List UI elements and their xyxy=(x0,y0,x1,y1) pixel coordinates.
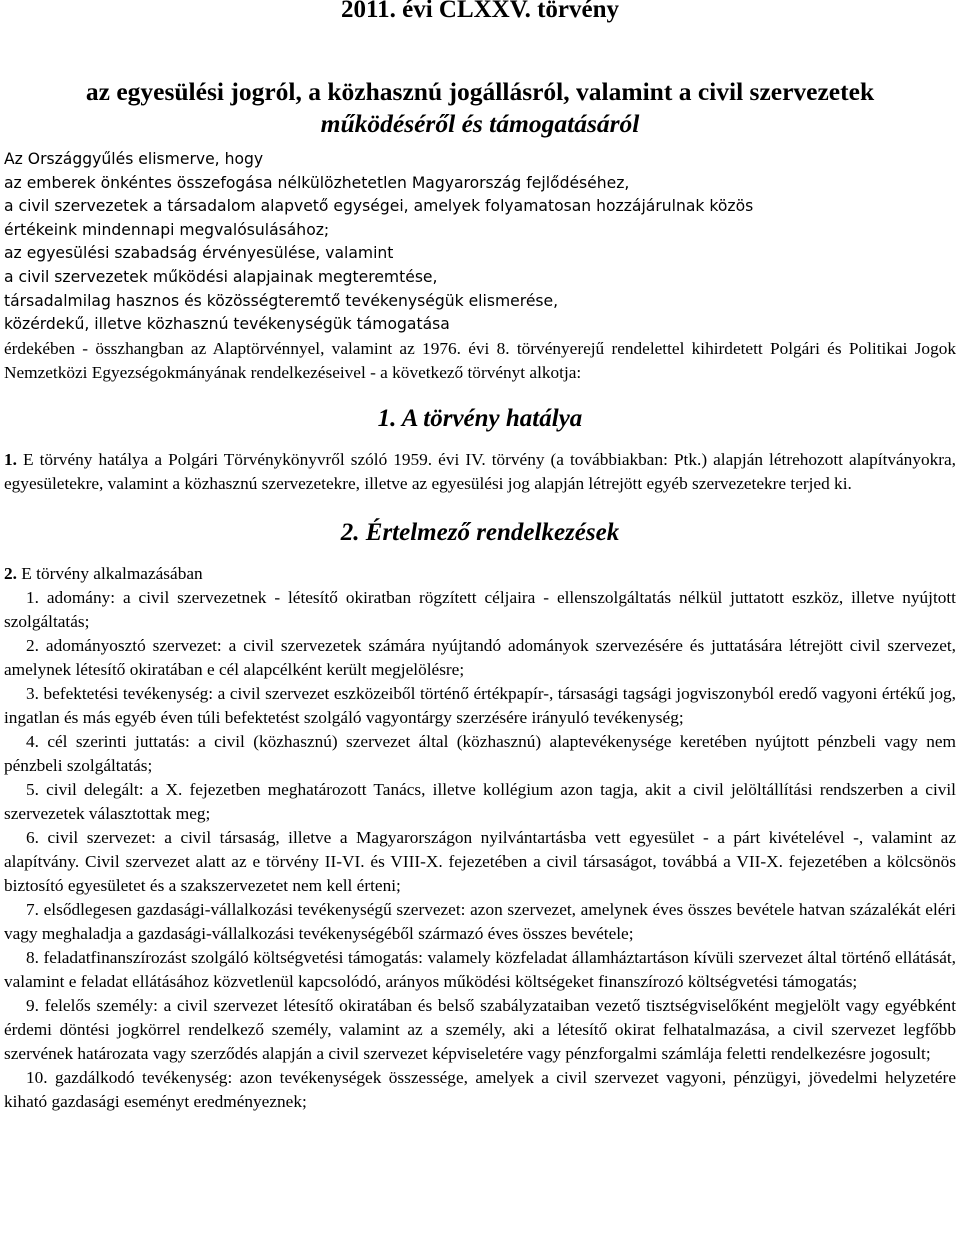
paragraph xyxy=(4,562,956,586)
paragraph xyxy=(4,448,956,496)
list-item: 7. elsődlegesen gazdasági-vállalkozási tevékenységű szervezet: azon szervezet, amelynek éves összes bevétele hatvan százalékát eléri vagy meghaladja a gazdasági-vállalkozási tevékenységéből származó éves összes bevétele; xyxy=(4,899,956,943)
preamble-list xyxy=(4,148,956,337)
list-item: 1. adomány: a civil szervezetnek - létesítő okiratban rögzített céljaira - ellenszolgáltatás nélkül juttatott eszköz, illetve nyújtott szolgáltatás; xyxy=(4,587,956,631)
preamble-closing: érdekében - összhangban az Alaptörvénnyel, valamint az 1976. évi 8. törvényerejű rendelettel kihirdetett Polgári és Politikai Jogok Nemzetközi Egyezségokmányának rendelkezéseivel - a következő törvényt alkotja: xyxy=(4,338,956,382)
law-title: 2011. évi CLXXV. törvény xyxy=(340,0,619,23)
section-heading: 1. A törvény hatálya xyxy=(377,404,583,432)
list-item: 8. feladatfinanszírozást szolgáló költségvetési támogatás: valamely közfeladat államháztartáson kívüli szervezet által történő ellátását, valamint e feladat ellátásához közvetlenül kapcsolódó, arányos működési költségeket finanszírozó költségvetési támogatás; xyxy=(4,947,956,991)
list-item: 10. gazdálkodó tevékenység: azon tevékenységek összessége, amelyek a civil szervezet vagyoni, pénzügyi, jövedelmi helyzetére kiható gazdasági eseményt eredményeznek; xyxy=(4,1067,956,1111)
preamble-line: Az Országgyűlés elismerve, hogy xyxy=(4,150,264,168)
paragraph-number: 2. xyxy=(4,563,17,583)
preamble-line: közérdekű, illetve közhasznú tevékenységük támogatása xyxy=(4,315,450,334)
law-subtitle xyxy=(4,76,956,140)
list-item: 9. felelős személy: a civil szervezet létesítő okiratában és belső szabályzataiban vezető tisztségviselőként megjelölt vagy egyébként érdemi döntési jogkörrel rendelkező személy, valamint az a személy, aki a létesítő okirat felhatalmazása, a civil szervezet legfőbb szervének határozata vagy szerződés alapján a civil szervezet képviseletére vagy pénzforgalmi számlája feletti rendelkezésre jogosult; xyxy=(4,995,956,1063)
subtitle-line: működéséről és támogatásáról xyxy=(320,109,640,138)
preamble-line: az egyesülési szabadság érvényesülése, valamint xyxy=(4,244,394,263)
preamble-line: az emberek önkéntes összefogása nélkülözhetetlen Magyarország fejlődéséhez, xyxy=(4,173,630,192)
section-heading: 2. Értelmező rendelkezések xyxy=(340,518,620,546)
list-item: 6. civil szervezet: a civil társaság, illetve a Magyarországon nyilvántartásba vett egyesület - a párt kivételével -, valamint az alapítvány. Civil szervezet alatt az e törvény II-VI. és VIII-X. fejezetében a civil társaságot, továbbá a VII-X. fejezetében a kölcsönös biztosító egyesületet és a szakszervezetet nem kell érteni; xyxy=(4,827,956,895)
preamble xyxy=(4,148,956,385)
preamble-line: a civil szervezetek működési alapjainak megteremtése, xyxy=(4,267,438,286)
preamble-line: társadalmilag hasznos és közösségteremtő tevékenységük elismerése, xyxy=(4,291,559,310)
preamble-line: értékeink mindennapi megvalósulásához; xyxy=(4,220,330,239)
document-page xyxy=(4,0,956,1114)
preamble-line: a civil szervezetek a társadalom alapvető egységei, amelyek folyamatosan hozzájárulnak közös xyxy=(4,197,754,216)
definitions-list xyxy=(4,586,956,1114)
paragraph-text: E törvény hatálya a Polgári Törvénykönyvről szóló 1959. évi IV. törvény (a továbbiakban: Ptk.) alapján létrehozott alapítványokra, egyesületekre, valamint a közhasznú szervezetekre, illetve az egyesülési jog alapján létrejött egyéb szervezetekre terjed ki. xyxy=(4,449,956,493)
list-item: 2. adományosztó szervezet: a civil szervezetek számára nyújtandó adományok szervezésére és juttatására létrejött civil szervezet, amelynek létesítő okiratában e cél alapcélként került megjelölésre; xyxy=(4,635,956,679)
list-item: 3. befektetési tevékenység: a civil szervezet eszközeiből történő értékpapír-, társasági tagsági jogviszonyból eredő vagyoni értékű jog, ingatlan és más egyéb éven túli befektetést szolgáló vagyontárgy szerzésére irányuló tevékenység; xyxy=(4,683,956,727)
paragraph-number: 1. xyxy=(4,449,17,469)
subtitle-line: az egyesülési jogról, a közhasznú jogállásról, valamint a civil szervezetek xyxy=(85,77,875,106)
list-item: 4. cél szerinti juttatás: a civil (közhasznú) szervezet által (közhasznú) alaptevékenysége keretében nyújtott pénzbeli vagy nem pénzbeli szolgáltatás; xyxy=(4,731,956,775)
paragraph-text: E törvény alkalmazásában xyxy=(16,563,203,583)
list-item: 5. civil delegált: a X. fejezetben meghatározott Tanács, illetve kollégium azon tagja, akit a civil jelöltállítási rendszerben a civil szervezetek választottak meg; xyxy=(4,779,956,823)
